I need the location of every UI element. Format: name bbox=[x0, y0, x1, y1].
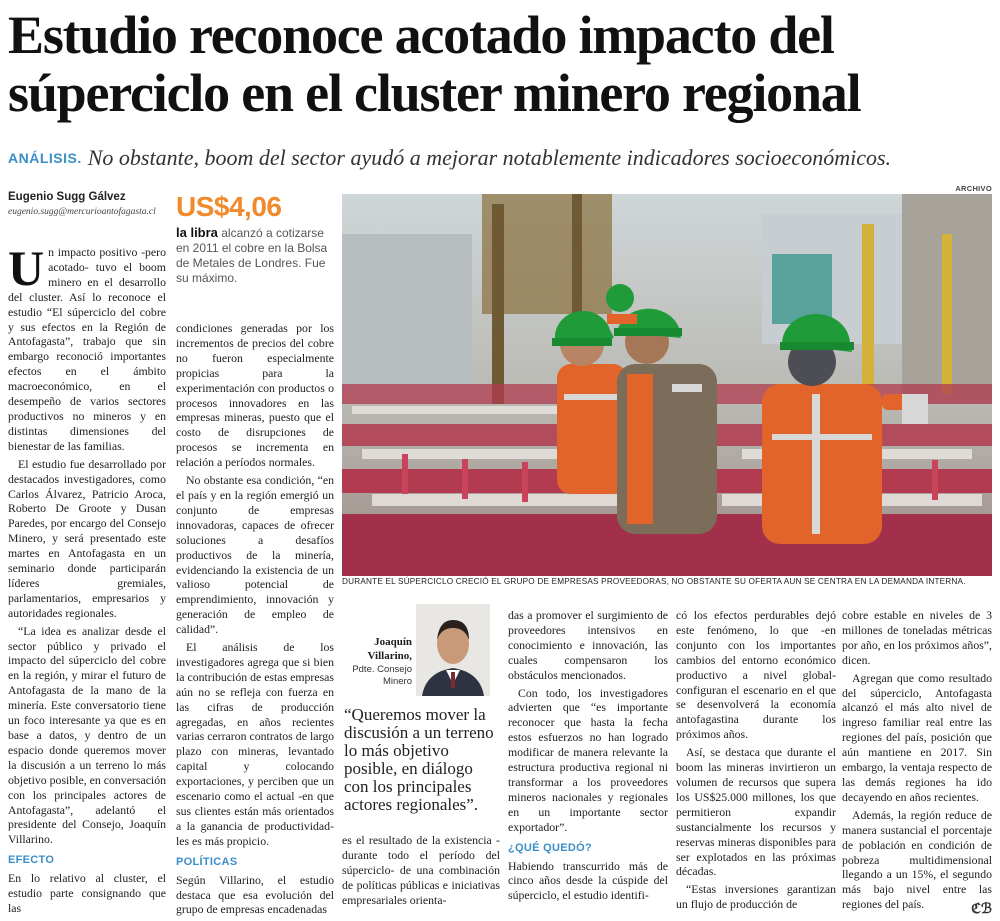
main-photo bbox=[342, 194, 992, 576]
col4-paragraph-2: Con todo, los investigadores advierten que “es importante reconocer que hasta la fecha estos esfuerzos no han logrado modificar de manera relevante la estructura productiva regional ni transformar a los proveedores mineros nacionales y regionales en un importante sector exportador”. bbox=[508, 685, 668, 834]
col3-paragraph-1: es el resultado de la existencia -durante todo el período del súperciclo- de una combinación de políticas públicas e iniciativas empresariales orienta- bbox=[342, 833, 500, 907]
section-heading-politicas: POLÍTICAS bbox=[176, 855, 238, 868]
photo-caption: DURANTE EL SÚPERCICLO CRECIÓ EL GRUPO DE EMPRESAS PROVEEDORAS, NO OBSTANTE SU OFERTA AUN SE CENTRA EN LA DEMANDA INTERNA. bbox=[342, 577, 966, 586]
subhead-text: No obstante, boom del sector ayudó a mejorar notablemente indicadores socioeconómicos. bbox=[87, 145, 892, 170]
mining-workers-illustration bbox=[342, 194, 992, 576]
section-heading-efecto: EFECTO bbox=[8, 854, 55, 867]
col2-paragraph-1: condiciones generadas por los incrementos de precios del cobre no fueron especialmente propicias para la experimentación con productos o procesos innovadores en las empresas mineras, puesto que el costo de disrupciones de procesos se incrementa en relación a períodos normales. bbox=[176, 321, 334, 470]
publication-logo: ℭℬ bbox=[971, 902, 992, 917]
col5-paragraph-1: có los efectos perdurables dejó este fenómeno, lo que -en conjunto con los importantes cambios del entorno económico productivo a nivel global- configuran el escenario en el que se desenvolverá la economía antofagastina durante los próximos años. bbox=[676, 608, 836, 742]
column-2 bbox=[176, 321, 334, 920]
column-5 bbox=[676, 608, 836, 915]
col1-paragraph-1: n impacto positivo -pero acotado- tuvo el boom minero en el desarrollo del cluster. Así lo reconoce el estudio “El súperciclo del cobre y sus efectos en la Región de Antofagasta”, trabajo que sin embargo reconoció importantes efectos en el ámbito macroeconómico, en el desempeño de varios sectores productivos no mineros y en distintas dimensiones del bienestar de las familias. bbox=[8, 245, 166, 453]
stat-bold: la libra bbox=[176, 225, 218, 240]
col4-paragraph-1: das a promover el surgimiento de proveedores intensivos en conocimiento e innovación, las cuales compensaron los obstáculos mencionados. bbox=[508, 608, 668, 682]
col6-paragraph-3: Además, la región reduce de manera sustancial el porcentaje de población en condición de pobreza multidimensional llegando a un 15%, el segundo más bajo nivel entre las regiones del país. bbox=[842, 807, 992, 912]
byline-email: eugenio.sugg@mercurioantofagasta.cl bbox=[8, 207, 156, 217]
portrait-role: Pdte. Consejo Minero bbox=[352, 664, 412, 687]
column-6 bbox=[842, 608, 992, 915]
col1-paragraph-4: En lo relativo al cluster, el estudio parte consignando que las bbox=[8, 871, 166, 915]
portrait-photo bbox=[416, 604, 490, 696]
col4-paragraph-3: Habiendo transcurrido más de cinco años desde la cúspide del súperciclo, el estudio identifi- bbox=[508, 858, 668, 903]
section-heading-que-quedo: ¿QUÉ QUEDÓ? bbox=[508, 841, 592, 854]
pull-quote: “Queremos mover la discusión a un terreno lo más objetivo posible, en diálogo con los principales actores regionales”. bbox=[344, 705, 494, 814]
headline: Estudio reconoce acotado impacto del súperciclo en el cluster minero regional bbox=[8, 5, 861, 123]
col1-paragraph-2: El estudio fue desarrollado por destacados investigadores, como Carlos Álvarez, Patricio Aroca, Roberto De Groote y Dusan Paredes, por encargo del Consejo Minero, y será presentado este martes en Antofagasta en un seminario donde participarán líderes gremiales, parlamentarios, empresarios y autoridades regionales. bbox=[8, 456, 166, 620]
subhead-kicker: ANÁLISIS. bbox=[8, 150, 82, 166]
col6-paragraph-2: Agregan que como resultado del súperciclo, Antofagasta alcanzó el más alto nivel de ingreso familiar real entre las regiones del país, posición que aún mantiene en 2017. Sin embargo, la ventaja respecto de las demás regiones ha ido decayendo en años recientes. bbox=[842, 670, 992, 804]
col2-paragraph-4: Según Villarino, el estudio destaca que esa evolución del grupo de empresas encadenadas bbox=[176, 872, 334, 917]
column-3 bbox=[342, 833, 500, 911]
col5-paragraph-2: Así, se destaca que durante el boom las mineras invirtieron un volumen de recursos que supera los US$25.000 millones, los que permitieron expandir sustancialmente los recursos y reservas mineras disponibles para ser explotados en las próximas décadas. bbox=[676, 745, 836, 879]
col5-paragraph-3: “Estas inversiones garantizan un flujo de producción de bbox=[676, 882, 836, 912]
column-4 bbox=[508, 608, 668, 906]
person-portrait-illustration bbox=[416, 604, 490, 696]
dropcap: U bbox=[8, 240, 45, 296]
stat-value: US$4,06 bbox=[176, 191, 282, 222]
subheadline bbox=[8, 144, 998, 172]
col2-paragraph-2: No obstante esa condición, “en el país y en la región emergió un conjunto de empresas innovadoras, capaces de ofrecer soluciones a desafíos productivos de la minería, evidenciando la existencia de un valioso potencial de emprendimiento, innovación y generación de empleo de calidad”. bbox=[176, 473, 334, 637]
col1-paragraph-3: “La idea es analizar desde el sector público y privado el impacto del súperciclo del cobre en la región, y mirar el futuro de Antofagasta de la mano de la minería. Este conversatorio tiene un foco interesante ya que es en base a datos, y dentro de un espacio donde queremos mover la discusión a un terreno lo más objetivo posible, en conversación con los principales actores de Antofagasta”, adelantó el presidente del Consejo, Joaquín Villarino. bbox=[8, 623, 166, 847]
byline-name: Eugenio Sugg Gálvez bbox=[8, 191, 126, 203]
col6-paragraph-1: cobre estable en niveles de 3 millones de toneladas métricas por año, en los próximos años”, dicen. bbox=[842, 608, 992, 667]
stat-text: alcanzó a cotizarse en 2011 el cobre en la Bolsa de Metales de Londres. Fue su máximo. bbox=[176, 226, 328, 285]
portrait-name: Joaquín Villarino, bbox=[367, 636, 412, 662]
col2-paragraph-3: El análisis de los investigadores agrega que si bien la contribución de estas empresas aún no se refleja con fuerza en las cifras de producción agregadas, en años recientes varias cerraron contratos de largo plazo con mineras, levantado capital y colocando exportaciones, y perciben que un escenario como el actual -en que sus clientes están más orientados a la ganancia de productividad- les es más propicio. bbox=[176, 640, 334, 848]
photo-credit: ARCHIVO bbox=[955, 184, 992, 193]
stat-description bbox=[176, 225, 332, 286]
column-1 bbox=[8, 240, 166, 919]
